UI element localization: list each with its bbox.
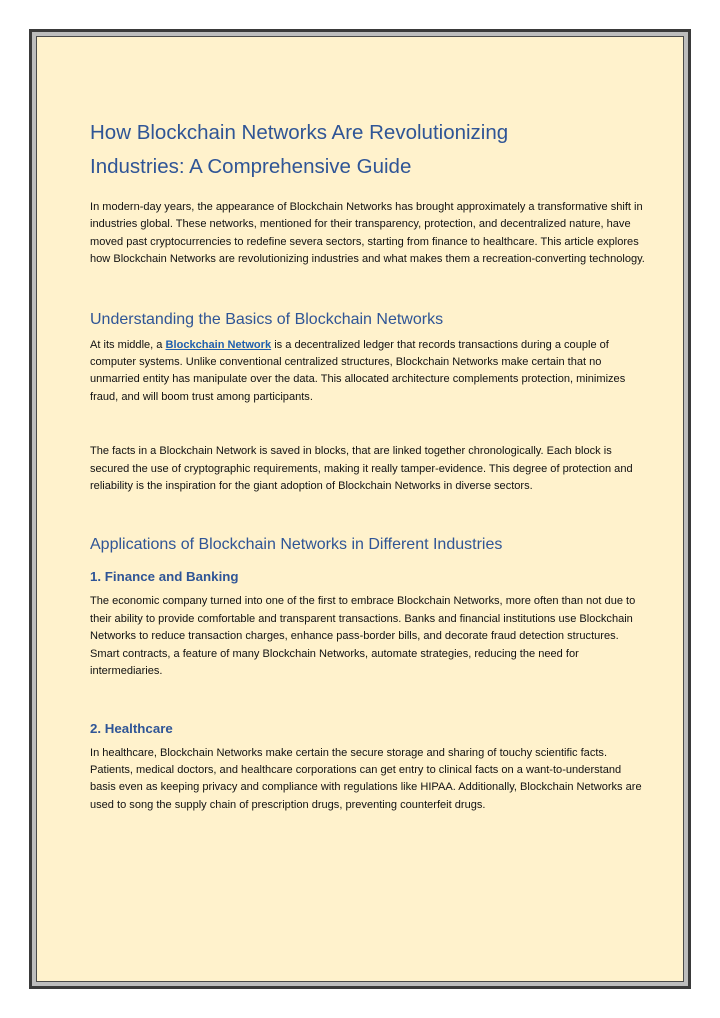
intro-paragraph: In modern-day years, the appearance of Blockchain Networks has brought approximately a transformative shift in industries global. These networks, mentioned for their transparency, protection, and decentralized nature, have moved past cryptocurrencies to redefine severa sectors, starting from finance to healthcare. This article explores how Blockchain Networks are revolutionizing industries and what makes them a recreation-converting technology.: [90, 201, 645, 266]
subheading-finance-banking: 1. Finance and Banking: [90, 569, 239, 585]
article-title-line-2: Industries: A Comprehensive Guide: [90, 155, 412, 178]
section-heading-applications: Applications of Blockchain Networks in Different Industries: [90, 536, 503, 554]
article-body: [90, 116, 645, 814]
finance-paragraph: The economic company turned into one of the first to embrace Blockchain Networks, more often than not due to their ability to provide comfortable and transparent transactions. Banks and financial institutions use Blockchain Networks to reduce transaction charges, enhance pass-border bills, and decorate fraud detection structures. Smart contracts, a feature of many Blockchain Networks, automate strategies, reducing the need for intermediaries.: [90, 595, 636, 678]
document-page: [36, 36, 684, 982]
blockchain-network-link[interactable]: Blockchain Network: [165, 338, 272, 351]
page-frame: [29, 29, 691, 989]
healthcare-paragraph: In healthcare, Blockchain Networks make certain the secure storage and sharing of touchy scientific facts. Patients, medical doctors, and healthcare corporations can get entry to clinical facts on a want-to-understand basis even as keeping privacy and compliance with regulations like HIPAA. Additionally, Blockchain Networks are used to song the supply chain of prescription drugs, preventing counterfeit drugs.: [90, 746, 642, 811]
article-title-line-1: How Blockchain Networks Are Revolutionizing: [90, 121, 509, 144]
section-heading-basics: Understanding the Basics of Blockchain Networks: [90, 310, 444, 328]
basics-paragraph-1: [90, 337, 645, 407]
basics-paragraph-2: The facts in a Blockchain Network is saved in blocks, that are linked together chronologically. Each block is secured the use of cryptographic requirements, making it really tamper-evidence. This degree of protection and reliability is the inspiration for the giant adoption of Blockchain Networks in diverse sectors.: [90, 445, 633, 493]
basics-paragraph-1-end: is a decentralized ledger that records transactions during a couple of computer systems. Unlike conventional centralized structures, Blockchain Networks make certain that no unmarried entity has manipulate over the data. This allocated architecture complements protection, minimizes fraud, and will boom trust among participants.: [90, 338, 626, 403]
subheading-healthcare: 2. Healthcare: [90, 720, 173, 736]
article-title: [90, 116, 645, 184]
basics-paragraph-1-start: At its middle, a: [90, 338, 166, 351]
